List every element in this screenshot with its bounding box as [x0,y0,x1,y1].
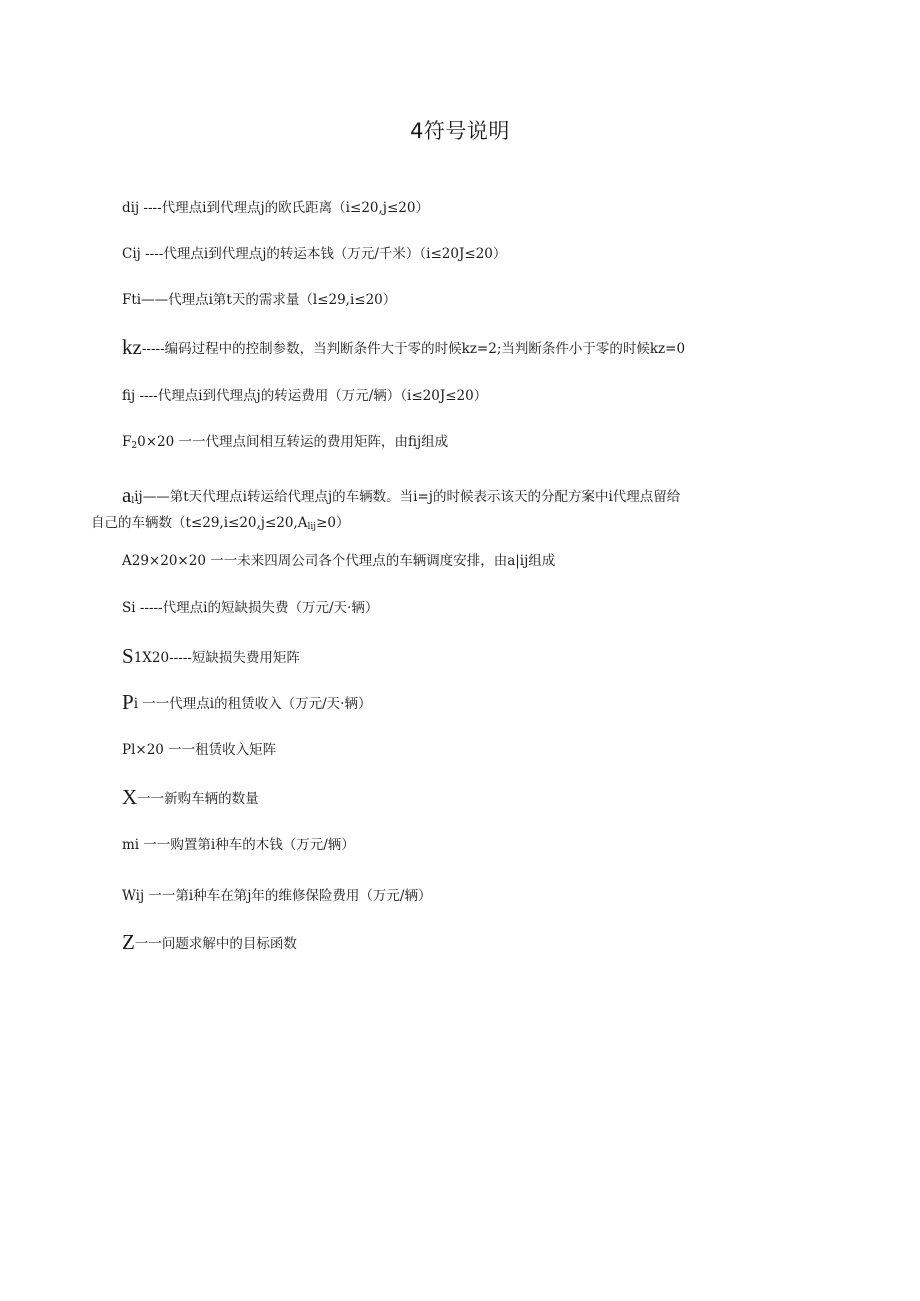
symbol-A-matrix: A29×20×20 一一未来四周公司各个代理点的车辆调度安排，由a|ij组成 [122,553,556,569]
symbol-P-matrix: Pl×20 一一租赁收入矩阵 [122,742,277,758]
symbol-F-name: F [122,434,132,450]
symbol-pi [122,692,371,714]
symbol-P-name: P [122,690,134,714]
symbol-aij [91,480,832,542]
symbol-a-sub: l [131,496,135,506]
symbol-S-matrix [122,646,300,668]
symbol-dij: dij ----代理点i到代理点j的欧氏距离（i≤20,j≤20） [122,200,429,216]
symbol-kz-name: kz [122,335,142,359]
symbol-X-desc: 一一新购车辆的数量 [137,791,259,807]
symbol-a-desc-line1: ij——第t天代理点i转运给代理点j的车辆数。当i=j的时候表示该天的分配方案中i代理点留给 [134,489,681,505]
symbol-X-name: X [122,785,138,809]
symbol-fti: Fti——代理点i第t天的需求量（l≤29,i≤20） [122,292,397,308]
symbol-a-line2-sub: lij [307,522,317,532]
symbol-F-desc: 0×20 一一代理点间相互转运的费用矩阵，由fij组成 [137,434,449,450]
symbol-a-desc-line2-end: ≥0） [316,515,350,531]
symbol-fij: fij ----代理点i到代理点j的转运费用（万元/辆）（i≤20J≤20） [122,388,488,404]
symbol-cij: Cij ----代理点i到代理点j的转运本钱（万元/千米）（i≤20J≤20） [122,246,507,262]
symbol-a-desc-line2: 自己的车辆数（t≤29,i≤20,j≤20,A [91,515,308,531]
symbol-S-name: S [122,644,134,668]
symbol-kz [122,337,685,359]
symbol-wij: Wij 一一第i种车在第j年的维修保险费用（万元/辆） [122,888,432,904]
symbol-mi: mi 一一购置第i种车的木钱（万元/辆） [122,837,355,853]
symbol-F-sub: 2 [131,441,138,451]
symbol-a-name: a [122,483,132,507]
symbol-kz-desc: -----编码过程中的控制参数，当判断条件大于零的时候kz=2;当判断条件小于零的时候kz=0 [141,341,686,357]
symbol-F-matrix [122,432,448,456]
symbol-si: Si -----代理点i的短缺损失费（万元/天·辆） [122,600,379,616]
symbol-X [122,787,259,809]
symbol-Z-desc: 一一问题求解中的目标函数 [134,936,297,952]
section-title: 4符号说明 [410,119,510,143]
symbol-Z-name: Z [122,930,135,954]
symbol-P-desc: i 一一代理点i的租赁收入（万元/天·辆） [133,696,372,712]
symbol-S-desc: 1X20-----短缺损失费用矩阵 [133,650,300,666]
symbol-Z [122,932,297,954]
